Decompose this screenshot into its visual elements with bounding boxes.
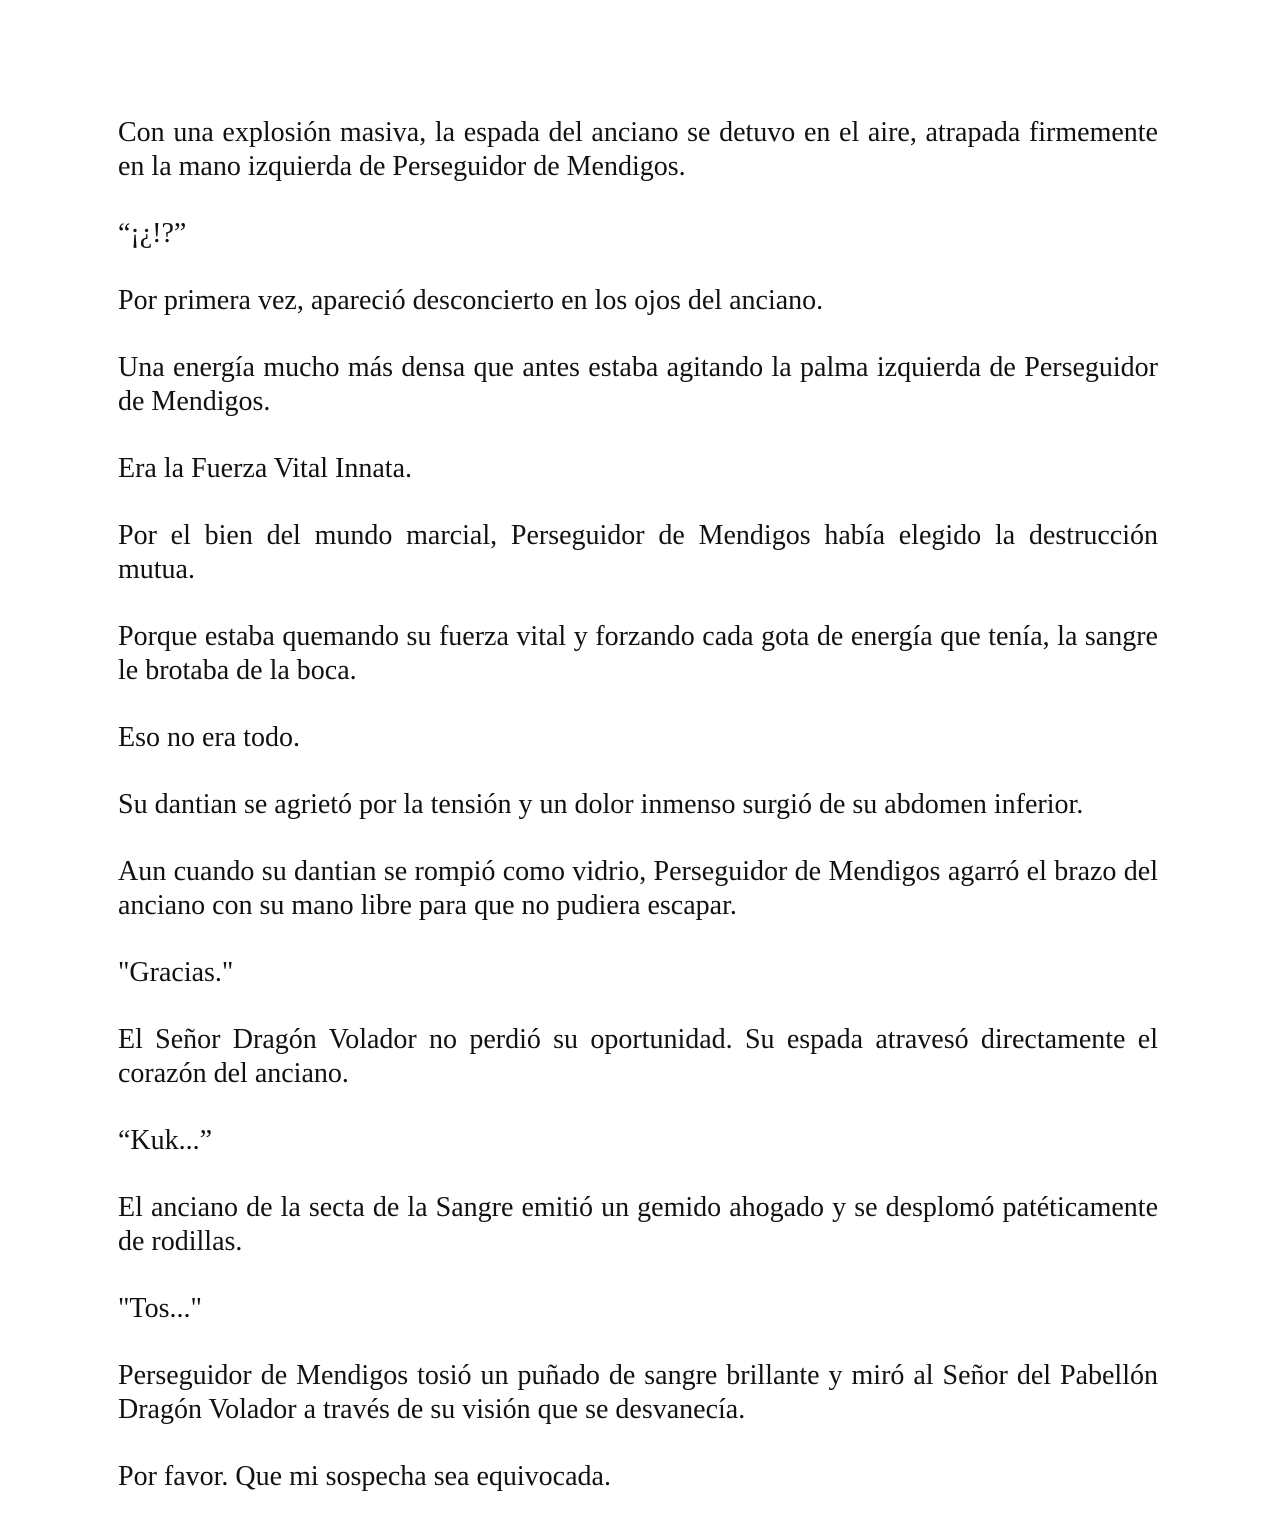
paragraph: “Kuk...” — [118, 1125, 213, 1156]
paragraph: Aun cuando su dantian se rompió como vidrio, Perseguidor de Mendigos agarró el brazo del anciano con su mano libre para que no pudiera escapar. — [118, 856, 1158, 921]
paragraph: “¡¿!?” — [118, 218, 187, 249]
paragraph: Porque estaba quemando su fuerza vital y forzando cada gota de energía que tenía, la sangre le brotaba de la boca. — [118, 621, 1158, 686]
paragraph: El anciano de la secta de la Sangre emitió un gemido ahogado y se desplomó patéticamente de rodillas. — [118, 1192, 1158, 1257]
paragraph: Por favor. Que mi sospecha sea equivocada. — [118, 1461, 611, 1492]
paragraph: Una energía mucho más densa que antes estaba agitando la palma izquierda de Perseguidor de Mendigos. — [118, 352, 1158, 417]
paragraph: El Señor Dragón Volador no perdió su oportunidad. Su espada atravesó directamente el corazón del anciano. — [118, 1024, 1158, 1089]
paragraph: Por el bien del mundo marcial, Perseguidor de Mendigos había elegido la destrucción mutua. — [118, 520, 1158, 585]
paragraph: Su dantian se agrietó por la tensión y un dolor inmenso surgió de su abdomen inferior. — [118, 789, 1084, 820]
paragraph: "Tos..." — [118, 1293, 202, 1324]
paragraph: Eso no era todo. — [118, 722, 300, 753]
paragraph: Por primera vez, apareció desconcierto en los ojos del anciano. — [118, 285, 824, 316]
paragraph: Perseguidor de Mendigos tosió un puñado de sangre brillante y miró al Señor del Pabellón Dragón Volador a través de su visión que se desvanecía. — [118, 1360, 1158, 1425]
document-page — [118, 116, 1158, 1494]
paragraph: "Gracias." — [118, 957, 234, 988]
paragraph: Con una explosión masiva, la espada del anciano se detuvo en el aire, atrapada firmemente en la mano izquierda de Perseguidor de Mendigos. — [118, 117, 1158, 182]
paragraph: Era la Fuerza Vital Innata. — [118, 453, 412, 484]
